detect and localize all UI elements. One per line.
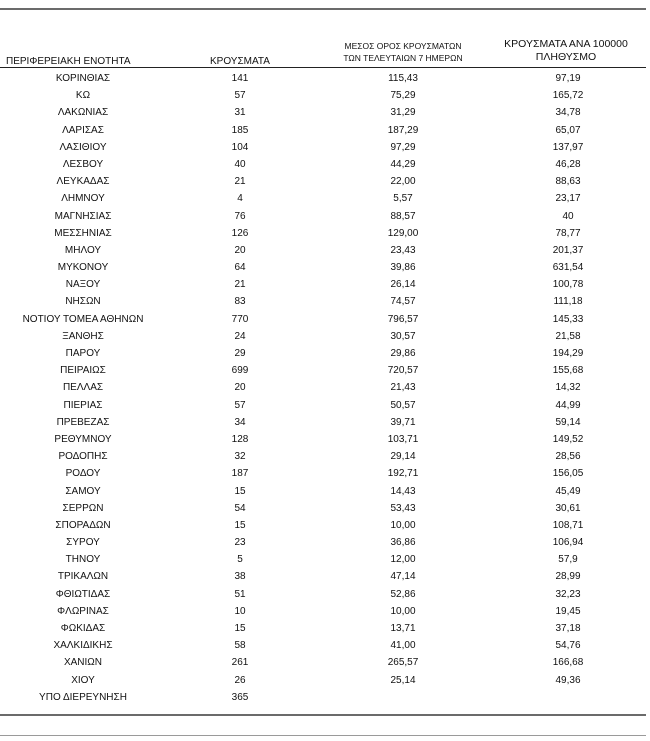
region-cell: ΣΕΡΡΩΝ (62, 502, 104, 514)
bottom-rule (0, 714, 646, 716)
per100k-cell: 111,18 (553, 296, 583, 308)
per100k-cell: 201,37 (552, 244, 584, 256)
cases-cell: 365 (231, 691, 249, 703)
bottom-rule-secondary (0, 735, 646, 736)
avg-cell: 75,29 (390, 90, 416, 102)
region-cell: ΛΕΣΒΟΥ (62, 158, 104, 170)
per100k-cell: 59,14 (555, 416, 581, 428)
cases-cell: 40 (234, 158, 246, 170)
region-cell: ΦΛΩΡΙΝΑΣ (57, 605, 109, 617)
header-avg-7-days (328, 40, 478, 64)
per100k-cell: 145,33 (552, 313, 584, 325)
avg-cell: 5,57 (393, 193, 413, 205)
avg-cell: 29,14 (390, 451, 416, 463)
table-row (0, 603, 646, 620)
region-cell: ΥΠΟ ΔΙΕΡΕΥΝΗΣΗ (39, 691, 127, 703)
avg-cell: 129,00 (387, 227, 419, 239)
region-cell: ΣΑΜΟΥ (65, 485, 101, 497)
cases-cell: 57 (234, 90, 246, 102)
avg-cell: 10,00 (390, 605, 416, 617)
region-cell: ΠΕΙΡΑΙΩΣ (60, 365, 106, 377)
table-row (0, 87, 646, 104)
per100k-cell: 37,18 (555, 623, 581, 634)
per100k-cell: 44,99 (555, 399, 581, 411)
table-row (0, 448, 646, 465)
cases-cell: 699 (231, 365, 249, 377)
region-cell: ΠΕΛΛΑΣ (62, 382, 104, 394)
region-cell: ΝΑΞΟΥ (65, 279, 101, 291)
cases-cell: 58 (234, 640, 246, 652)
region-cell: ΧΑΝΙΩΝ (63, 657, 103, 669)
per100k-cell: 100,78 (552, 279, 584, 291)
avg-cell: 12,00 (390, 554, 416, 566)
avg-cell: 187,29 (387, 124, 419, 136)
cases-cell: 15 (234, 485, 246, 497)
cases-cell: 15 (234, 623, 246, 634)
region-cell: ΚΟΡΙΝΘΙΑΣ (55, 73, 111, 84)
table-row (0, 483, 646, 500)
cases-cell: 20 (234, 382, 246, 394)
per100k-cell: 28,56 (555, 451, 581, 463)
table-row (0, 225, 646, 242)
table-row (0, 242, 646, 259)
header-avg-line2: ΤΩΝ ΤΕΛΕΥΤΑΙΩΝ 7 ΗΜΕΡΩΝ (343, 53, 463, 63)
cases-cell: 23 (234, 537, 246, 549)
avg-cell: 26,14 (390, 279, 416, 291)
per100k-cell: 21,58 (555, 330, 581, 342)
table-row (0, 139, 646, 156)
cases-cell: 29 (234, 348, 246, 359)
table-row (0, 431, 646, 448)
per100k-cell: 65,07 (555, 124, 581, 136)
cases-cell: 21 (234, 279, 246, 291)
table-row (0, 173, 646, 190)
per100k-cell: 166,68 (552, 657, 584, 669)
header-avg-line1: ΜΕΣΟΣ ΟΡΟΣ ΚΡΟΥΣΜΑΤΩΝ (344, 41, 462, 51)
table-row (0, 637, 646, 654)
table-row (0, 190, 646, 207)
table-row (0, 276, 646, 293)
cases-cell: 21 (234, 176, 246, 188)
avg-cell: 115,43 (388, 73, 418, 84)
region-cell: ΛΑΣΙΘΙΟΥ (59, 141, 107, 153)
region-cell: ΣΠΟΡΑΔΩΝ (55, 519, 111, 531)
per100k-cell: 165,72 (552, 90, 584, 102)
avg-cell: 74,57 (390, 296, 416, 308)
region-cell: ΚΩ (75, 90, 91, 102)
avg-cell: 22,00 (390, 176, 416, 188)
cases-cell: 104 (231, 141, 249, 153)
table-row (0, 345, 646, 362)
table-row (0, 672, 646, 689)
region-cell: ΠΑΡΟΥ (65, 348, 101, 359)
avg-cell: 52,86 (390, 588, 416, 600)
cases-cell: 261 (231, 657, 249, 669)
table-body (0, 70, 646, 706)
region-cell: ΞΑΝΘΗΣ (62, 330, 104, 342)
region-cell: ΦΘΙΩΤΙΔΑΣ (55, 588, 111, 600)
region-cell: ΜΑΓΝΗΣΙΑΣ (54, 210, 112, 222)
region-cell: ΦΩΚΙΔΑΣ (60, 623, 106, 634)
region-cell: ΛΕΥΚΑΔΑΣ (56, 176, 110, 188)
table-row (0, 259, 646, 276)
per100k-cell: 106,94 (552, 537, 584, 549)
header-per-100k (486, 38, 646, 64)
region-cell: ΠΙΕΡΙΑΣ (63, 399, 103, 411)
cases-cell: 24 (234, 330, 246, 342)
avg-cell: 39,86 (390, 262, 416, 274)
region-cell: ΧΙΟΥ (71, 674, 95, 686)
region-cell: ΠΡΕΒΕΖΑΣ (56, 416, 110, 428)
table-row (0, 534, 646, 551)
table-row (0, 517, 646, 534)
table-row (0, 568, 646, 585)
per100k-cell: 34,78 (555, 107, 581, 119)
region-cell: ΡΕΘΥΜΝΟΥ (54, 433, 112, 445)
avg-cell: 31,29 (390, 107, 416, 119)
header-region: ΠΕΡΙΦΕΡΕΙΑΚΗ ΕΝΟΤΗΤΑ (6, 56, 131, 67)
per100k-cell: 149,52 (552, 433, 584, 445)
cases-cell: 770 (231, 313, 249, 325)
cases-cell: 51 (234, 588, 246, 600)
avg-cell: 39,71 (390, 416, 416, 428)
per100k-cell: 155,68 (552, 365, 584, 377)
per100k-cell: 108,71 (552, 519, 584, 531)
per100k-cell: 137,97 (552, 141, 584, 153)
per100k-cell: 54,76 (555, 640, 581, 652)
header-per-line2: ΠΛΗΘΥΣΜΟ (535, 51, 597, 63)
per100k-cell: 194,29 (552, 348, 584, 359)
per100k-cell: 19,45 (555, 605, 581, 617)
per100k-cell: 14,32 (555, 382, 581, 394)
region-cell: ΛΑΚΩΝΙΑΣ (57, 107, 109, 119)
avg-cell: 41,00 (390, 640, 416, 652)
region-cell: ΡΟΔΟΥ (65, 468, 101, 480)
table-row (0, 293, 646, 310)
region-cell: ΡΟΔΟΠΗΣ (58, 451, 108, 463)
avg-cell: 796,57 (387, 313, 419, 325)
per100k-cell: 45,49 (555, 485, 581, 497)
region-cell: ΤΡΙΚΑΛΩΝ (57, 571, 109, 583)
table-row (0, 311, 646, 328)
cases-cell: 64 (234, 262, 246, 274)
cases-cell: 185 (231, 124, 249, 136)
per100k-cell: 631,54 (552, 262, 584, 274)
per100k-cell: 30,61 (555, 502, 581, 514)
region-cell: ΛΗΜΝΟΥ (61, 193, 105, 205)
per100k-cell: 88,63 (555, 176, 581, 188)
table-row (0, 70, 646, 87)
table-row (0, 328, 646, 345)
avg-cell: 21,43 (390, 382, 416, 394)
table-row (0, 586, 646, 603)
header-cases: ΚΡΟΥΣΜΑΤΑ (210, 56, 270, 67)
cases-cell: 126 (231, 227, 249, 239)
region-cell: ΝΗΣΩΝ (65, 296, 101, 308)
cases-cell: 10 (234, 605, 246, 617)
cases-cell: 83 (234, 296, 246, 308)
per100k-cell: 57,9 (558, 554, 578, 566)
table-row (0, 397, 646, 414)
cases-cell: 4 (237, 193, 243, 205)
region-cell: ΜΗΛΟΥ (64, 244, 102, 256)
top-rule (0, 8, 646, 10)
avg-cell: 53,43 (390, 502, 416, 514)
avg-cell: 192,71 (387, 468, 419, 480)
per100k-cell: 156,05 (552, 468, 584, 480)
table-row (0, 104, 646, 121)
avg-cell: 10,00 (390, 519, 416, 531)
avg-cell: 14,43 (390, 485, 416, 497)
cases-cell: 32 (234, 451, 246, 463)
table-row (0, 414, 646, 431)
region-cell: ΧΑΛΚΙΔΙΚΗΣ (53, 640, 113, 652)
region-cell: ΜΕΣΣΗΝΙΑΣ (54, 227, 112, 239)
cases-cell: 34 (234, 416, 246, 428)
header-underline (0, 67, 646, 68)
per100k-cell: 28,99 (555, 571, 581, 583)
region-cell: ΣΥΡΟΥ (66, 537, 100, 549)
table-row (0, 689, 646, 706)
header-per-line1: ΚΡΟΥΣΜΑΤΑ ΑΝΑ 100000 (504, 38, 628, 50)
per100k-cell: 40 (562, 210, 574, 222)
cases-cell: 26 (234, 674, 246, 686)
avg-cell: 25,14 (390, 674, 416, 686)
avg-cell: 103,71 (387, 433, 419, 445)
table-row (0, 620, 646, 637)
avg-cell: 36,86 (390, 537, 416, 549)
table-row (0, 208, 646, 225)
table-row (0, 156, 646, 173)
table-row (0, 465, 646, 482)
per100k-cell: 46,28 (555, 158, 581, 170)
avg-cell: 44,29 (390, 158, 416, 170)
table-row (0, 122, 646, 139)
cases-cell: 76 (234, 210, 246, 222)
cases-cell: 31 (234, 107, 246, 119)
per100k-cell: 78,77 (555, 227, 581, 239)
avg-cell: 23,43 (390, 244, 416, 256)
cases-cell: 5 (237, 554, 243, 566)
avg-cell: 88,57 (390, 210, 416, 222)
per100k-cell: 23,17 (555, 193, 581, 205)
per100k-cell: 49,36 (555, 674, 581, 686)
table-row (0, 362, 646, 379)
region-cell: ΜΥΚΟΝΟΥ (57, 262, 109, 274)
avg-cell: 50,57 (390, 399, 416, 411)
table-row (0, 500, 646, 517)
per100k-cell: 32,23 (555, 588, 581, 600)
region-cell: ΝΟΤΙΟΥ ΤΟΜΕΑ ΑΘΗΝΩΝ (22, 313, 144, 325)
avg-cell: 47,14 (390, 571, 416, 583)
avg-cell: 30,57 (390, 330, 416, 342)
table-row (0, 654, 646, 671)
region-cell: ΤΗΝΟΥ (65, 554, 101, 566)
cases-cell: 187 (231, 468, 249, 480)
cases-cell: 54 (234, 502, 246, 514)
table-row (0, 551, 646, 568)
table-row (0, 379, 646, 396)
avg-cell: 13,71 (390, 623, 416, 634)
per100k-cell: 97,19 (555, 73, 581, 84)
avg-cell: 265,57 (387, 657, 419, 669)
cases-cell: 141 (231, 73, 249, 84)
cases-cell: 38 (234, 571, 246, 583)
cases-cell: 15 (234, 519, 246, 531)
cases-cell: 20 (234, 244, 246, 256)
cases-cell: 57 (234, 399, 246, 411)
avg-cell: 97,29 (390, 141, 416, 153)
cases-cell: 128 (231, 433, 249, 445)
avg-cell: 720,57 (387, 365, 419, 377)
region-cell: ΛΑΡΙΣΑΣ (62, 124, 104, 136)
avg-cell: 29,86 (390, 348, 416, 359)
